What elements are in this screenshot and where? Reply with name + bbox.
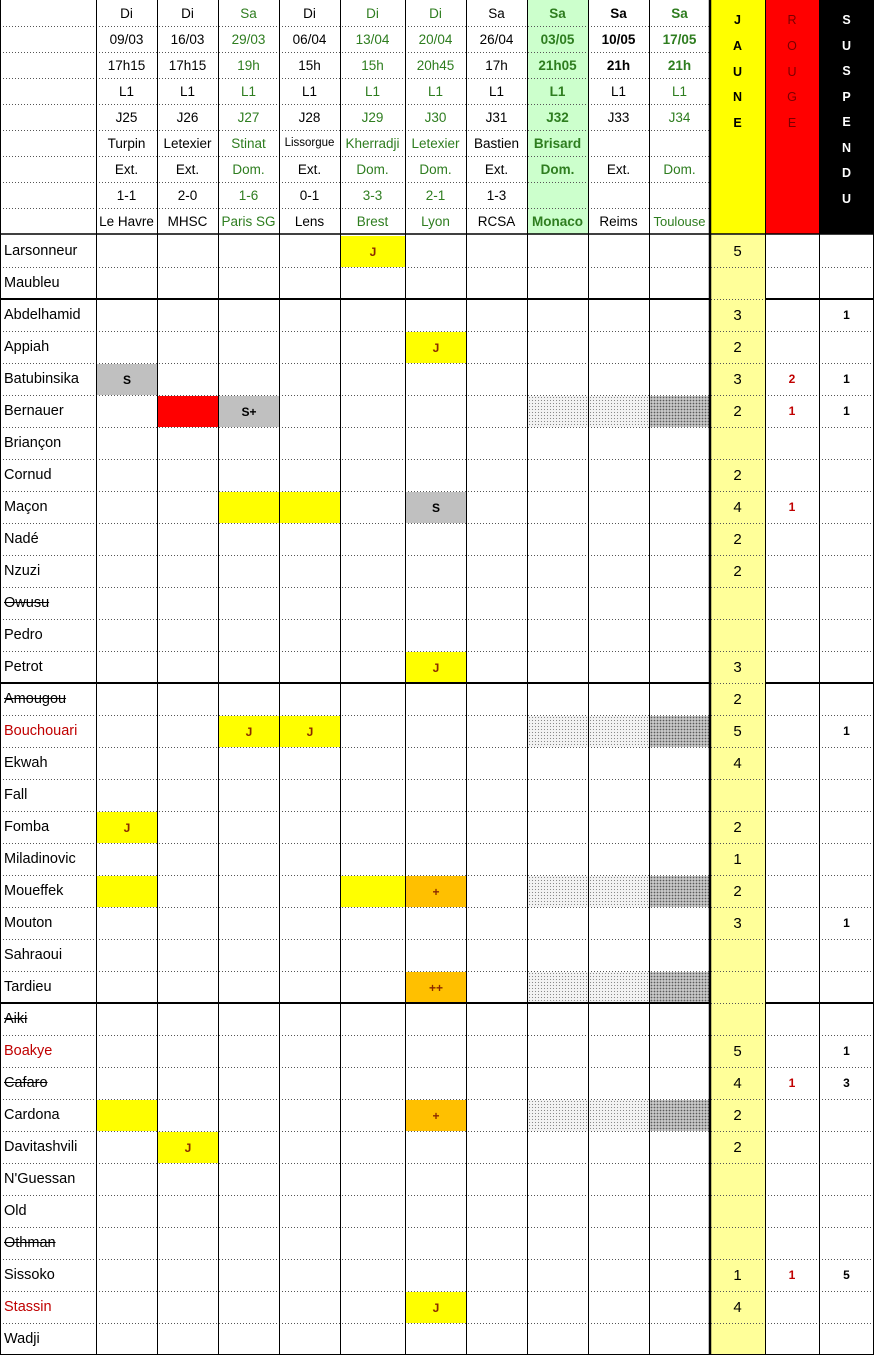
jaune-count: 2 [733,402,742,420]
player-name[interactable]: Miladinovic [4,851,76,867]
suspendu-count [819,875,874,907]
match-venue-J34: Dom. [663,161,696,177]
rouge-header-letter: O [787,38,797,53]
jaune-count: 2 [733,882,742,900]
player-name[interactable]: Old [4,1203,27,1219]
suspendu-count [819,683,874,715]
rouge-count [765,1099,819,1131]
match-referee-J27: Stinat [231,135,266,151]
match-day-J31: Sa [488,5,505,21]
match-referee-J33 [588,130,649,156]
match-comp-J30: L1 [427,83,444,99]
suspendu-count [819,747,874,779]
player-name[interactable]: Bouchouari [4,723,78,739]
match-date-J31: 26/04 [479,31,514,47]
match-opponent-J26: MHSC [167,213,208,229]
suspendu-count [819,1323,874,1355]
match-score-J28: 0-1 [299,187,320,203]
jaune-count [710,1163,765,1195]
match-opponent-J27: Paris SG [221,213,276,229]
jaune-count [710,1003,765,1035]
match-mark-cell[interactable]: ++ [406,972,466,1003]
match-round-J34: J34 [668,109,691,125]
match-comp-J31: L1 [488,83,505,99]
jaune-count: 5 [733,242,742,260]
match-round-J25: J25 [115,109,138,125]
suspendu-count [819,267,874,299]
player-name[interactable]: Moueffek [4,883,64,899]
match-date-J29: 13/04 [355,31,390,47]
match-time-J33: 21h [606,57,631,73]
player-name[interactable]: Amougou [4,691,67,707]
rouge-header-letter: U [787,64,797,79]
suspendu-count [819,1195,874,1227]
match-score-J29: 3-3 [362,187,383,203]
suspendu-count [819,971,874,1003]
jaune-count: 2 [733,562,742,580]
match-opponent-J31: RCSA [477,213,516,229]
match-mark-cell[interactable] [97,876,157,907]
match-venue-J26: Ext. [175,161,200,177]
jaune-count [710,587,765,619]
match-score-J26: 2-0 [177,187,198,203]
player-name[interactable]: Appiah [4,339,50,355]
match-comp-J27: L1 [240,83,257,99]
rouge-count [765,843,819,875]
match-venue-J31: Ext. [484,161,509,177]
jaune-count: 5 [733,1042,742,1060]
match-mark-cell[interactable] [528,716,588,747]
match-opponent-J29: Brest [356,213,389,229]
player-name[interactable]: Othman [4,1235,56,1251]
jaune-count: 4 [733,498,742,516]
jaune-header [710,0,765,234]
match-mark-cell[interactable] [650,716,710,747]
suspendu-count [819,555,874,587]
rouge-count [765,1323,819,1355]
match-comp-J34: L1 [671,83,688,99]
jaune-count: 3 [733,370,742,388]
suspendu-count [819,1131,874,1163]
match-round-J32: J32 [546,109,569,125]
jaune-header-letter: A [732,38,743,53]
jaune-count: 4 [733,754,742,772]
suspendu-count [819,587,874,619]
match-mark-cell[interactable]: + [406,876,466,907]
rouge-count [765,907,819,939]
match-mark-cell[interactable] [650,972,710,1003]
suspendu-count [819,491,874,523]
match-day-J26: Di [181,5,194,21]
suspendu-count: 1 [843,404,850,418]
match-score-J25: 1-1 [116,187,137,203]
match-mark-cell[interactable] [528,1100,588,1131]
suspendu-count [819,331,874,363]
suspendu-count [819,1227,874,1259]
rouge-header-letter: R [787,13,797,27]
match-score-J32 [527,182,588,208]
rouge-count [765,1227,819,1259]
jaune-count [710,1227,765,1259]
match-mark-cell[interactable]: J [341,236,405,267]
rouge-count [765,555,819,587]
match-round-J26: J26 [176,109,199,125]
jaune-count [710,1323,765,1355]
rouge-count [765,1195,819,1227]
suspendu-count [819,459,874,491]
match-date-J27: 29/03 [231,31,266,47]
rouge-count [765,651,819,683]
match-opponent-J34: Toulouse [653,213,706,229]
rouge-count [765,235,819,267]
player-name[interactable]: Pedro [4,627,43,643]
suspendu-count [819,1099,874,1131]
rouge-count [765,331,819,363]
suspendu-count [819,1291,874,1323]
match-referee-J25: Turpin [107,135,146,151]
match-score-J27: 1-6 [238,187,259,203]
rouge-count [765,1003,819,1035]
match-score-J34 [649,182,710,208]
suspendu-count: 1 [843,916,850,930]
match-day-J27: Sa [240,5,257,21]
player-name[interactable]: Wadji [4,1331,40,1347]
match-mark-cell[interactable] [589,972,649,1003]
jaune-header-letter: N [732,90,743,105]
match-round-J28: J28 [298,109,321,125]
suspendu-count [819,235,874,267]
suspendu-count [819,1003,874,1035]
match-venue-J33: Ext. [606,161,631,177]
jaune-count [710,1195,765,1227]
rouge-header [765,0,819,234]
jaune-count: 2 [733,1106,742,1124]
match-date-J32: 03/05 [540,31,575,47]
rouge-header-letter: G [787,90,797,105]
suspendu-header-letter: E [842,115,851,129]
jaune-count [710,779,765,811]
suspendu-header-letter: N [841,140,852,155]
jaune-count: 3 [733,306,742,324]
suspendu-count [819,939,874,971]
player-name[interactable]: Ekwah [4,755,48,771]
player-name[interactable]: Tardieu [4,979,52,995]
suspendu-count [819,523,874,555]
rouge-count [765,523,819,555]
suspendu-count: 1 [843,1044,850,1058]
player-name[interactable]: Owusu [4,595,50,611]
jaune-count: 4 [733,1074,742,1092]
suspendu-header-letter: P [842,89,851,104]
jaune-count [710,939,765,971]
match-day-J29: Di [366,5,379,21]
match-opponent-J33: Reims [599,213,638,229]
match-venue-J27: Dom. [232,161,265,177]
jaune-count [710,619,765,651]
player-name[interactable]: Mouton [4,915,53,931]
match-score-J30: 2-1 [425,187,446,203]
match-time-J28: 15h [298,57,321,73]
rouge-count: 1 [788,500,796,514]
suspendu-header-letter: U [841,38,852,53]
player-name[interactable]: Cafaro [4,1075,48,1091]
player-name[interactable]: Aiki [4,1011,28,1027]
match-time-J29: 15h [361,57,384,73]
match-referee-J34 [649,130,710,156]
suspendu-header-letter: D [841,166,852,180]
suspendu-count: 1 [843,372,850,386]
jaune-count [710,427,765,459]
jaune-header-letter: E [733,116,742,131]
match-round-J33: J33 [607,109,630,125]
suspendu-count: 5 [843,1268,850,1282]
suspendu-header-letter: S [842,64,851,78]
match-mark-cell[interactable] [528,396,588,427]
jaune-count [710,971,765,1003]
match-round-J27: J27 [237,109,260,125]
player-name[interactable]: Cornud [4,467,52,483]
rouge-count [765,939,819,971]
rouge-header-letter: E [787,116,797,131]
match-day-J25: Di [120,5,133,21]
suspendu-count [819,427,874,459]
match-day-J34: Sa [671,5,688,21]
match-score-J31: 1-3 [486,187,507,203]
match-date-J25: 09/03 [109,31,144,47]
match-date-J30: 20/04 [418,31,453,47]
match-venue-J30: Dom. [419,161,452,177]
jaune-count: 2 [733,818,742,836]
match-mark-cell[interactable]: S+ [219,396,279,427]
match-venue-J32: Dom. [540,161,575,177]
match-date-J34: 17/05 [662,31,697,47]
jaune-count: 4 [733,1298,742,1316]
jaune-count: 2 [733,530,742,548]
player-name[interactable]: Boakye [4,1043,53,1059]
player-name[interactable]: Abdelhamid [4,307,81,323]
player-name[interactable]: Batubinsika [4,371,79,387]
match-mark-cell[interactable]: + [406,1100,466,1131]
match-opponent-J28: Lens [294,213,325,229]
rouge-count [765,619,819,651]
match-time-J27: 19h [237,57,260,73]
rouge-count [765,715,819,747]
match-referee-J32: Brisard [533,135,582,151]
jaune-header-letter: U [732,64,743,79]
match-referee-J30: Letexier [411,135,460,151]
rouge-count [765,1035,819,1067]
player-name[interactable]: Sissoko [4,1267,55,1283]
match-time-J32: 21h05 [538,57,577,73]
suspendu-count [819,843,874,875]
match-time-J34: 21h [667,57,692,73]
player-name[interactable]: Maçon [4,499,48,515]
match-mark-cell[interactable] [341,876,405,907]
jaune-count: 5 [733,722,742,740]
match-mark-cell[interactable] [219,492,279,523]
player-name[interactable]: N'Guessan [4,1171,76,1187]
match-mark-cell[interactable]: J [406,332,466,363]
match-day-J30: Di [429,5,442,21]
match-mark-cell[interactable] [97,1100,157,1131]
match-mark-cell[interactable] [589,1100,649,1131]
match-venue-J25: Ext. [114,161,139,177]
match-mark-cell[interactable] [528,876,588,907]
rouge-count [765,875,819,907]
match-venue-J28: Ext. [297,161,322,177]
rouge-count: 1 [788,404,796,418]
match-mark-cell[interactable]: J [158,1132,218,1163]
match-round-J31: J31 [485,109,508,125]
match-comp-J26: L1 [179,83,196,99]
player-name[interactable]: Davitashvili [4,1139,78,1155]
jaune-count: 1 [733,850,742,868]
jaune-count: 2 [733,690,742,708]
match-time-J30: 20h45 [416,57,455,73]
player-name[interactable]: Maubleu [4,275,60,291]
match-referee-J26: Letexier [163,135,212,151]
match-referee-J29: Kherradji [345,135,400,151]
suspendu-header-letter: U [841,191,852,206]
rouge-count: 1 [788,1268,796,1282]
match-mark-cell[interactable]: J [97,812,157,843]
rouge-count [765,683,819,715]
match-mark-cell[interactable]: S [406,492,466,523]
match-day-J32: Sa [549,5,566,21]
player-name[interactable]: Briançon [4,435,62,451]
match-referee-J31: Bastien [473,135,520,151]
player-name[interactable]: Petrot [4,659,43,675]
match-mark-cell[interactable] [158,396,218,427]
rouge-count [765,779,819,811]
match-round-J30: J30 [424,109,447,125]
match-day-J28: Di [303,5,316,21]
jaune-header-letter: J [734,13,741,27]
suspendu-count [819,779,874,811]
match-round-J29: J29 [361,109,384,125]
match-comp-J29: L1 [364,83,381,99]
player-name[interactable]: Fall [4,787,28,803]
match-mark-cell[interactable]: J [406,1292,466,1323]
rouge-count [765,1131,819,1163]
player-name[interactable]: Nzuzi [4,563,41,579]
match-mark-cell[interactable] [650,396,710,427]
jaune-count: 3 [733,658,742,676]
player-name[interactable]: Nadé [4,531,39,547]
suspendu-count: 1 [843,308,850,322]
player-name[interactable]: Fomba [4,819,50,835]
player-name[interactable]: Cardona [4,1107,60,1123]
rouge-count [765,811,819,843]
match-time-J31: 17h [485,57,508,73]
match-referee-J28: Lissorgue [284,137,335,149]
match-time-J26: 17h15 [168,57,207,73]
match-score-J33 [588,182,649,208]
match-mark-cell[interactable]: S [97,364,157,395]
match-opponent-J32: Monaco [531,213,583,229]
player-name[interactable]: Larsonneur [4,243,78,259]
match-time-J25: 17h15 [107,57,146,73]
rouge-count [765,267,819,299]
match-comp-J33: L1 [610,83,627,99]
match-comp-J25: L1 [118,83,135,99]
match-mark-cell[interactable] [650,876,710,907]
rouge-count: 2 [788,372,796,386]
match-mark-cell[interactable] [528,972,588,1003]
rouge-count [765,1163,819,1195]
rouge-count [765,971,819,1003]
match-opponent-J30: Lyon [421,213,450,229]
rouge-count [765,747,819,779]
rouge-count: 1 [788,1076,796,1090]
match-opponent-J25: Le Havre [99,213,154,229]
suspendu-count [819,651,874,683]
suspendu-header [819,0,874,234]
player-name[interactable]: Bernauer [4,403,64,419]
suspendu-count: 1 [843,724,850,738]
suspendu-count [819,619,874,651]
suspendu-header-letter: S [842,13,851,27]
suspendu-count: 3 [843,1076,850,1090]
rouge-count [765,427,819,459]
match-comp-J28: L1 [301,83,318,99]
jaune-count: 2 [733,466,742,484]
match-mark-cell[interactable] [589,876,649,907]
match-comp-J32: L1 [549,83,566,99]
match-date-J26: 16/03 [170,31,205,47]
rouge-count [765,459,819,491]
player-name[interactable]: Stassin [4,1299,52,1315]
suspendu-count [819,811,874,843]
suspendu-count [819,1163,874,1195]
match-mark-cell[interactable]: J [219,716,279,747]
rouge-count [765,587,819,619]
match-mark-cell[interactable]: J [406,652,466,683]
jaune-count: 1 [733,1266,742,1284]
jaune-count: 3 [733,914,742,932]
rouge-count [765,299,819,331]
jaune-count [710,267,765,299]
rouge-count [765,1291,819,1323]
match-mark-cell[interactable] [589,716,649,747]
match-day-J33: Sa [610,5,627,21]
match-mark-cell[interactable] [280,492,340,523]
match-date-J28: 06/04 [292,31,327,47]
match-mark-cell[interactable] [589,396,649,427]
match-date-J33: 10/05 [601,31,636,47]
jaune-count: 2 [733,338,742,356]
jaune-count: 2 [733,1138,742,1156]
match-mark-cell[interactable] [650,1100,710,1131]
match-mark-cell[interactable]: J [280,716,340,747]
player-name[interactable]: Sahraoui [4,947,63,963]
match-venue-J29: Dom. [356,161,389,177]
